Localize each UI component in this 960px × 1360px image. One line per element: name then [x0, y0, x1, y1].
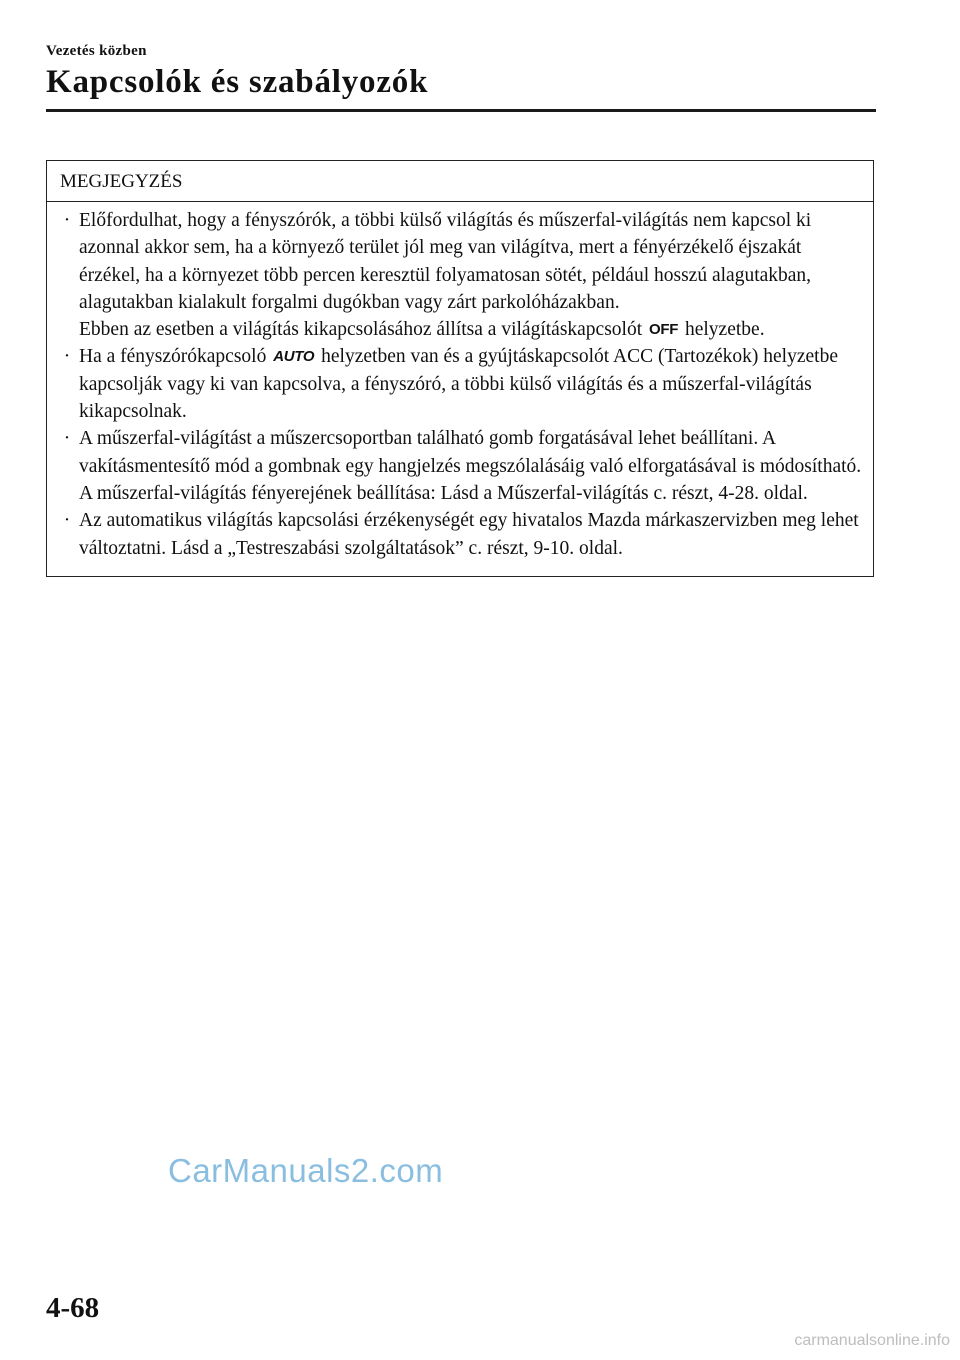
note-item-text: Az automatikus világítás kapcsolási érzékenységét egy hivatalos Mazda márkaszervizben meg lehet változtatni. Lásd a „Testreszabási szolgáltatások” c. részt, 9-10. oldal.	[79, 510, 859, 559]
note-item-followup-end: helyzetbe.	[684, 319, 765, 341]
bullet-icon: ·	[63, 428, 71, 450]
page-title: Kapcsolók és szabályozók	[46, 64, 429, 100]
note-item	[63, 425, 865, 507]
note-item-text: A műszerfal-világítást a műszercsoportban található gomb forgatásával lehet beállítani. A vakításmentesítő mód a gombnak egy hangjelzés megszólalásáig való elforgatásával is módosítható. A műszerfal-világítás fényerejének beállítása: Lásd a Műszerfal-világítás c. részt, 4-28. oldal.	[79, 428, 862, 504]
note-item-text: Előfordulhat, hogy a fényszórók, a többi külső világítás és műszerfal-világítás nem kapcsol ki azonnal akkor sem, ha a környező terület jól meg van világítva, mert a fényérzékelő éjszakát érzékel, ha a környezet több percen keresztül folyamatosan sötét, például hosszú alagutakban, alagutakban kialakult forgalmi dugókban vagy zárt parkolóházakban.	[79, 210, 812, 313]
note-item	[63, 507, 865, 562]
watermark-brand: CarManuals2.com	[168, 1152, 444, 1189]
section-label: Vezetés közben	[46, 43, 147, 59]
off-badge-icon: OFF	[649, 321, 679, 339]
title-rule	[46, 109, 876, 112]
page-number: 4-68	[46, 1292, 100, 1324]
note-item	[63, 207, 865, 343]
note-item	[63, 343, 865, 425]
auto-badge-icon: AUTO	[273, 348, 315, 366]
note-heading: MEGJEGYZÉS	[47, 161, 873, 202]
bullet-icon: ·	[63, 210, 71, 231]
note-item-text: Ha a fényszórókapcsoló	[79, 346, 267, 368]
watermark-site: carmanualsonline.info	[794, 1332, 950, 1349]
bullet-icon: ·	[63, 346, 71, 368]
note-item-followup: Ebben az esetben a világítás kikapcsolásához állítsa a világításkapcsolót	[79, 319, 643, 341]
bullet-icon: ·	[63, 510, 71, 532]
note-box	[46, 160, 874, 577]
note-list	[47, 202, 873, 576]
note-item-text-end: helyzetben van és a gyújtáskapcsolót ACC (Tartozékok) helyzetbe kapcsolják vagy ki van kapcsolva, a fényszóró, a többi külső világítás és a műszerfal-világítás kikapcsolnak.	[79, 346, 838, 423]
